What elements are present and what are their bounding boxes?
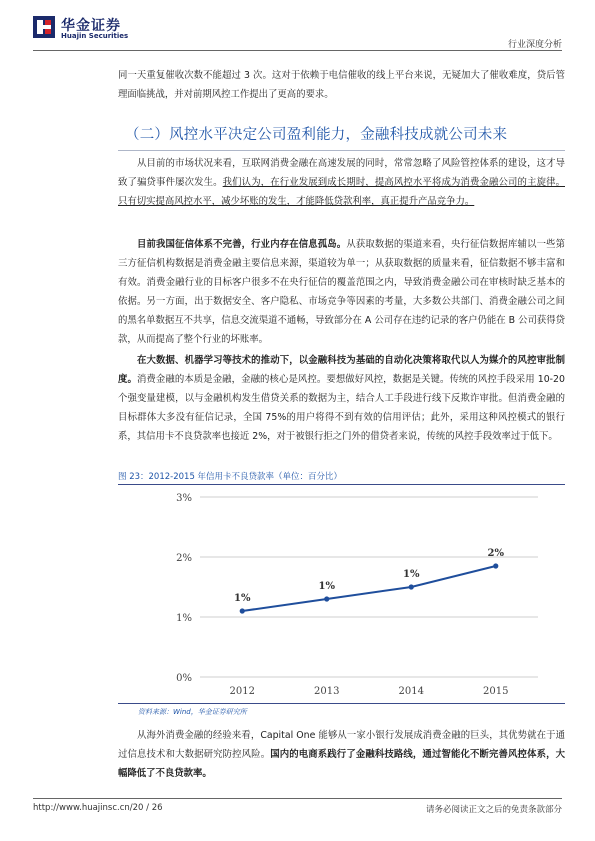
chart-caption: 图 23：2012-2015 年信用卡不良贷款率（单位：百分比） [118,472,343,482]
paragraph-overseas [118,726,565,783]
logo-text-cn: 华金证券 [61,18,121,34]
chart-source: 资料来源：Wind，华金证券研究所 [138,708,247,716]
x-tick-label: 2013 [314,686,340,697]
series-line [242,566,496,611]
paragraph-text: 同一天重复催收次数不能超过 3 次。这对于依赖于电信催收的线上平台来说，无疑加大了催收难度，贷后管理面临挑战，并对前期风控工作提出了更高的要求。 [118,70,565,100]
paragraph-text: 消费金融的本质是金融，金融的核心是风控。要想做好风控，数据是关键。传统的风控手段采用 10-20 个强变量建模，以与金融机构发生借贷关系的数据为主，结合人工手段进行线下反欺诈审批。但消费金融的目标群体大多没有征信记录，全国 75%的用户将得不到有效的信用评估；此外，采用这种风控模式的银行系，其信用卡不良贷款率也接近 2%，对于被银行拒之门外的借贷者来说，传统的风控手段效率过于低下。 [118,374,565,442]
footer-divider [33,798,562,799]
logo-text-en: Huajin Securities [61,32,129,40]
paragraph-bold-lead: 在大数据、机器学习等技术的推动下，以金融科技为基础的自动化决策将取代以人为媒介的风控审批制度。 [118,355,565,385]
paragraph-risk-control [118,154,565,211]
chart-bottom-rule [118,703,565,704]
footer-url-page: http://www.huajinsc.cn/20 / 26 [33,803,163,813]
data-label: 1% [234,593,251,604]
chart-axis-ticks [176,493,508,697]
section-title: （二）风控水平决定公司盈利能力，金融科技成就公司未来 [125,127,508,143]
paragraph-underlined-text: 我们认为，在行业发展到成长期时，提高风控水平将成为消费金融公司的主旋律。只有切实提高风控水平，减少坏账的发生，才能降低贷款利率，真正提升产品竞争力。 [118,177,565,207]
data-label: 1% [403,569,420,580]
paragraph-collection-limits [118,66,565,104]
data-label: 1% [318,581,335,592]
y-tick-label: 3% [176,493,192,504]
paragraph-bold-text: 国内的电商系践行了金融科技路线，通过智能化不断完善风控体系，大幅降低了不良贷款率。 [118,749,565,779]
x-tick-label: 2012 [229,686,255,697]
data-label: 2% [487,548,504,559]
paragraph-text: 从获取数据的渠道来看，央行征信数据库辅以一些第三方征信机构数据是消费金融主要信息来源，渠道较为单一；从获取数据的质量来看，征信数据不够丰富和有效。消费金融行业的目标客户很多不在央行征信的覆盖范围之内，导致消费金融公司在审核时缺乏基本的依据。另一方面，出于数据安全、客户隐私、市场竞争等因素的考量，大多数公共部门、消费金融公司之间的黑名单数据互不共享，信息交流渠道不通畅，导致部分在 A 公司存在违约记录的客户仍能在 B 公司获得贷款，从而提高了整个行业的坏账率。 [118,239,565,345]
paragraph-credit-system [118,235,565,349]
y-tick-label: 1% [176,613,192,624]
chart-top-rule [118,484,565,485]
paragraph-text: 从目前的市场状况来看，互联网消费金融在高速发展的同时，常常忽略了风险管控体系的建设，这才导致了骗贷事件屡次发生。 [118,158,565,188]
paragraph-fintech [118,351,565,446]
data-point [240,608,245,613]
x-tick-label: 2015 [483,686,509,697]
huajin-logo-icon [33,16,55,38]
x-tick-label: 2014 [398,686,424,697]
section-divider [118,150,565,151]
data-point [493,563,498,568]
chart-series [234,548,504,614]
y-tick-label: 2% [176,553,192,564]
y-tick-label: 0% [176,673,192,684]
data-point [324,596,329,601]
data-point [409,584,414,589]
paragraph-text: 从海外消费金融的经验来看，Capital One 能够从一家小银行发展成消费金融的巨头，其优势就在于通过信息技术和大数据研究防控风险。 [118,730,565,760]
line-chart [118,486,565,701]
paragraph-bold-lead: 目前我国征信体系不完善，行业内存在信息孤岛。 [137,239,347,250]
report-type-label: 行业深度分析 [507,40,562,50]
footer-disclaimer: 请务必阅读正文之后的免责条款部分 [425,805,562,815]
header-divider [33,50,562,51]
chart-gridlines [200,497,538,677]
